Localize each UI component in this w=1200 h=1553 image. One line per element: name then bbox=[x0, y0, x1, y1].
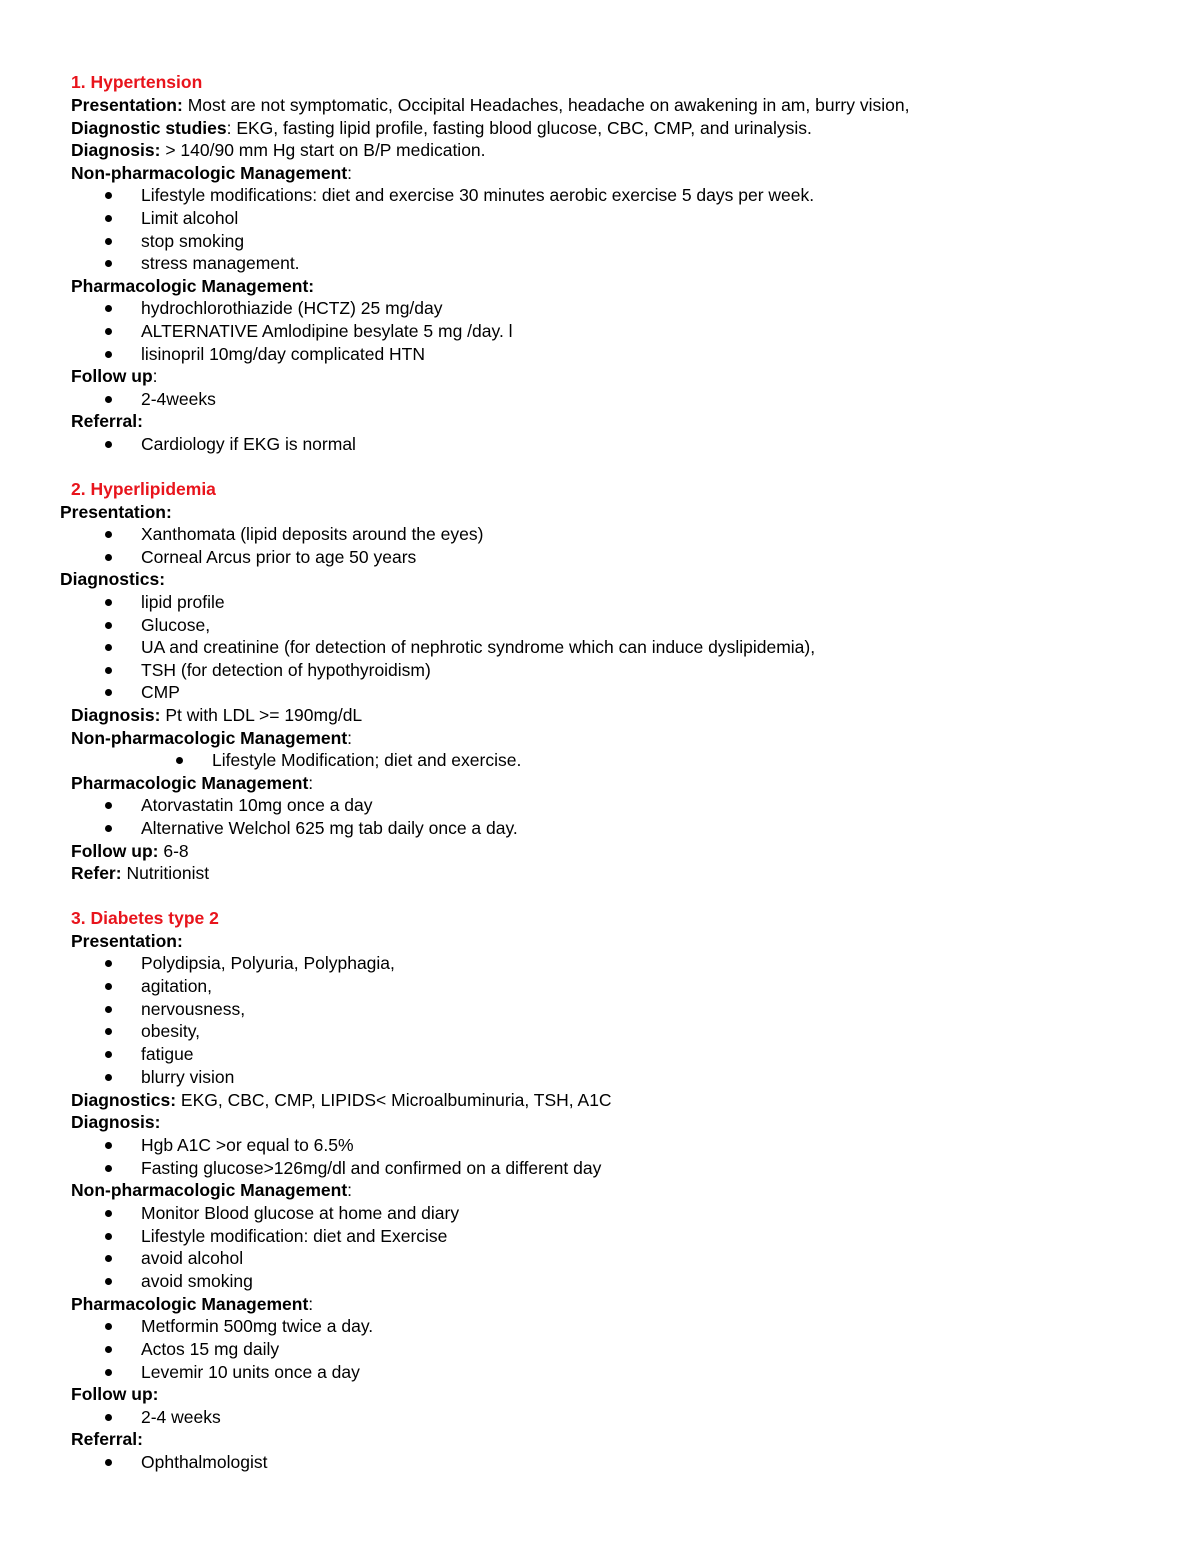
list-item: Corneal Arcus prior to age 50 years bbox=[141, 547, 417, 567]
bullet-icon bbox=[105, 351, 112, 358]
list-item: 2-4 weeks bbox=[141, 1407, 221, 1427]
diagnostics-heading: Diagnostics: bbox=[60, 569, 166, 589]
nonpharm-heading bbox=[71, 1179, 352, 1201]
bullet-icon bbox=[105, 689, 112, 696]
bullet-icon bbox=[105, 1459, 112, 1466]
list-item: Polydipsia, Polyuria, Polyphagia, bbox=[141, 953, 395, 973]
bullet-icon bbox=[105, 305, 112, 312]
presentation-line bbox=[71, 94, 909, 116]
bullet-icon bbox=[105, 1028, 112, 1035]
diagnostics-line bbox=[71, 1089, 612, 1111]
list-item: Lifestyle modification: diet and Exercise bbox=[141, 1226, 448, 1246]
followup-heading: Follow up: bbox=[71, 1384, 159, 1404]
list-item: Metformin 500mg twice a day. bbox=[141, 1316, 374, 1336]
list-item: Atorvastatin 10mg once a day bbox=[141, 795, 373, 815]
bullet-icon bbox=[105, 1346, 112, 1353]
list-item: ALTERNATIVE Amlodipine besylate 5 mg /day. l bbox=[141, 321, 513, 341]
bullet-icon bbox=[105, 441, 112, 448]
bullet-icon bbox=[105, 238, 112, 245]
diagnosis-label: Diagnosis: bbox=[71, 140, 161, 160]
list-item: TSH (for detection of hypothyroidism) bbox=[141, 660, 431, 680]
list-item: Levemir 10 units once a day bbox=[141, 1362, 360, 1382]
bullet-icon bbox=[105, 825, 112, 832]
section-title-hyperlipidemia: 2. Hyperlipidemia bbox=[71, 479, 216, 499]
list-item: hydrochlorothiazide (HCTZ) 25 mg/day bbox=[141, 298, 443, 318]
presentation-heading: Presentation: bbox=[71, 931, 183, 951]
bullet-icon bbox=[105, 554, 112, 561]
nonpharm-colon: : bbox=[347, 1180, 353, 1200]
nonpharm-label: Non-pharmacologic Management bbox=[71, 1180, 348, 1200]
list-item: Actos 15 mg daily bbox=[141, 1339, 280, 1359]
list-item: Alternative Welchol 625 mg tab daily once a day. bbox=[141, 818, 518, 838]
bullet-icon bbox=[105, 192, 112, 199]
bullet-icon bbox=[105, 1369, 112, 1376]
diagnosis-line bbox=[71, 139, 486, 161]
pharm-heading bbox=[71, 772, 313, 794]
nonpharm-label: Non-pharmacologic Management bbox=[71, 728, 348, 748]
bullet-icon bbox=[105, 667, 112, 674]
list-item: Cardiology if EKG is normal bbox=[141, 434, 356, 454]
bullet-icon bbox=[105, 1006, 112, 1013]
list-item: Lifestyle Modification; diet and exercise. bbox=[212, 750, 522, 770]
refer-text: Nutritionist bbox=[121, 863, 210, 883]
referral-heading: Referral: bbox=[71, 411, 143, 431]
diagnosis-text: Pt with LDL >= 190mg/dL bbox=[160, 705, 363, 725]
list-item: lisinopril 10mg/day complicated HTN bbox=[141, 344, 425, 364]
list-item: Fasting glucose>126mg/dl and confirmed on a different day bbox=[141, 1158, 602, 1178]
bullet-icon bbox=[105, 1210, 112, 1217]
bullet-icon bbox=[105, 644, 112, 651]
list-item: Ophthalmologist bbox=[141, 1452, 268, 1472]
pharm-label: Pharmacologic Management bbox=[71, 773, 309, 793]
nonpharm-heading bbox=[71, 162, 352, 184]
list-item: 2-4weeks bbox=[141, 389, 216, 409]
list-item: obesity, bbox=[141, 1021, 201, 1041]
diagnostic-studies-label: Diagnostic studies bbox=[71, 118, 227, 138]
diagnosis-label: Diagnosis: bbox=[71, 705, 161, 725]
list-item: Limit alcohol bbox=[141, 208, 239, 228]
pharm-label: Pharmacologic Management bbox=[71, 1294, 309, 1314]
presentation-text: Most are not symptomatic, Occipital Headaches, headache on awakening in am, burry vision, bbox=[182, 95, 910, 115]
list-item: stop smoking bbox=[141, 231, 245, 251]
diagnosis-text: > 140/90 mm Hg start on B/P medication. bbox=[160, 140, 486, 160]
nonpharm-colon: : bbox=[347, 163, 353, 183]
followup-text: 6-8 bbox=[158, 841, 189, 861]
list-item: blurry vision bbox=[141, 1067, 235, 1087]
list-item: lipid profile bbox=[141, 592, 225, 612]
list-item: avoid smoking bbox=[141, 1271, 253, 1291]
section-title-diabetes: 3. Diabetes type 2 bbox=[71, 908, 219, 928]
nonpharm-heading bbox=[71, 727, 352, 749]
bullet-icon bbox=[105, 1414, 112, 1421]
followup-heading bbox=[71, 365, 158, 387]
bullet-icon bbox=[105, 396, 112, 403]
list-item: Monitor Blood glucose at home and diary bbox=[141, 1203, 460, 1223]
diagnosis-line bbox=[71, 704, 362, 726]
diagnostic-studies-text: : EKG, fasting lipid profile, fasting blood glucose, CBC, CMP, and urinalysis. bbox=[226, 118, 812, 138]
bullet-icon bbox=[105, 983, 112, 990]
list-item: Hgb A1C >or equal to 6.5% bbox=[141, 1135, 354, 1155]
referral-heading: Referral: bbox=[71, 1429, 143, 1449]
bullet-icon bbox=[105, 1142, 112, 1149]
diagnostics-text: EKG, CBC, CMP, LIPIDS< Microalbuminuria, TSH, A1C bbox=[176, 1090, 612, 1110]
diagnostics-label: Diagnostics: bbox=[71, 1090, 177, 1110]
bullet-icon bbox=[105, 1165, 112, 1172]
pharm-colon: : bbox=[308, 773, 314, 793]
nonpharm-label: Non-pharmacologic Management bbox=[71, 163, 348, 183]
list-item: UA and creatinine (for detection of nephrotic syndrome which can induce dyslipidemia), bbox=[141, 637, 816, 657]
list-item: stress management. bbox=[141, 253, 300, 273]
bullet-icon bbox=[105, 328, 112, 335]
diagnostic-studies-line bbox=[71, 117, 812, 139]
bullet-icon bbox=[105, 1074, 112, 1081]
bullet-icon bbox=[176, 757, 183, 764]
bullet-icon bbox=[105, 531, 112, 538]
list-item: Lifestyle modifications: diet and exercise 30 minutes aerobic exercise 5 days per week. bbox=[141, 185, 815, 205]
followup-line bbox=[71, 840, 189, 862]
bullet-icon bbox=[105, 1255, 112, 1262]
list-item: Glucose, bbox=[141, 615, 211, 635]
list-item: avoid alcohol bbox=[141, 1248, 244, 1268]
list-item: Xanthomata (lipid deposits around the eyes) bbox=[141, 524, 484, 544]
refer-line bbox=[71, 862, 209, 884]
presentation-heading: Presentation: bbox=[60, 502, 172, 522]
bullet-icon bbox=[105, 1323, 112, 1330]
bullet-icon bbox=[105, 622, 112, 629]
section-title-hypertension: 1. Hypertension bbox=[71, 72, 203, 92]
list-item: agitation, bbox=[141, 976, 213, 996]
bullet-icon bbox=[105, 1051, 112, 1058]
pharm-heading: Pharmacologic Management: bbox=[71, 276, 315, 296]
list-item: CMP bbox=[141, 682, 180, 702]
bullet-icon bbox=[105, 1278, 112, 1285]
followup-label: Follow up bbox=[71, 366, 153, 386]
bullet-icon bbox=[105, 802, 112, 809]
bullet-icon bbox=[105, 960, 112, 967]
nonpharm-colon: : bbox=[347, 728, 353, 748]
bullet-icon bbox=[105, 260, 112, 267]
list-item: fatigue bbox=[141, 1044, 194, 1064]
followup-label: Follow up: bbox=[71, 841, 159, 861]
bullet-icon bbox=[105, 215, 112, 222]
bullet-icon bbox=[105, 599, 112, 606]
refer-label: Refer: bbox=[71, 863, 122, 883]
list-item: nervousness, bbox=[141, 999, 246, 1019]
pharm-heading bbox=[71, 1293, 313, 1315]
presentation-label: Presentation: bbox=[71, 95, 183, 115]
diagnosis-heading: Diagnosis: bbox=[71, 1112, 161, 1132]
followup-colon: : bbox=[152, 366, 158, 386]
pharm-colon: : bbox=[308, 1294, 314, 1314]
bullet-icon bbox=[105, 1233, 112, 1240]
